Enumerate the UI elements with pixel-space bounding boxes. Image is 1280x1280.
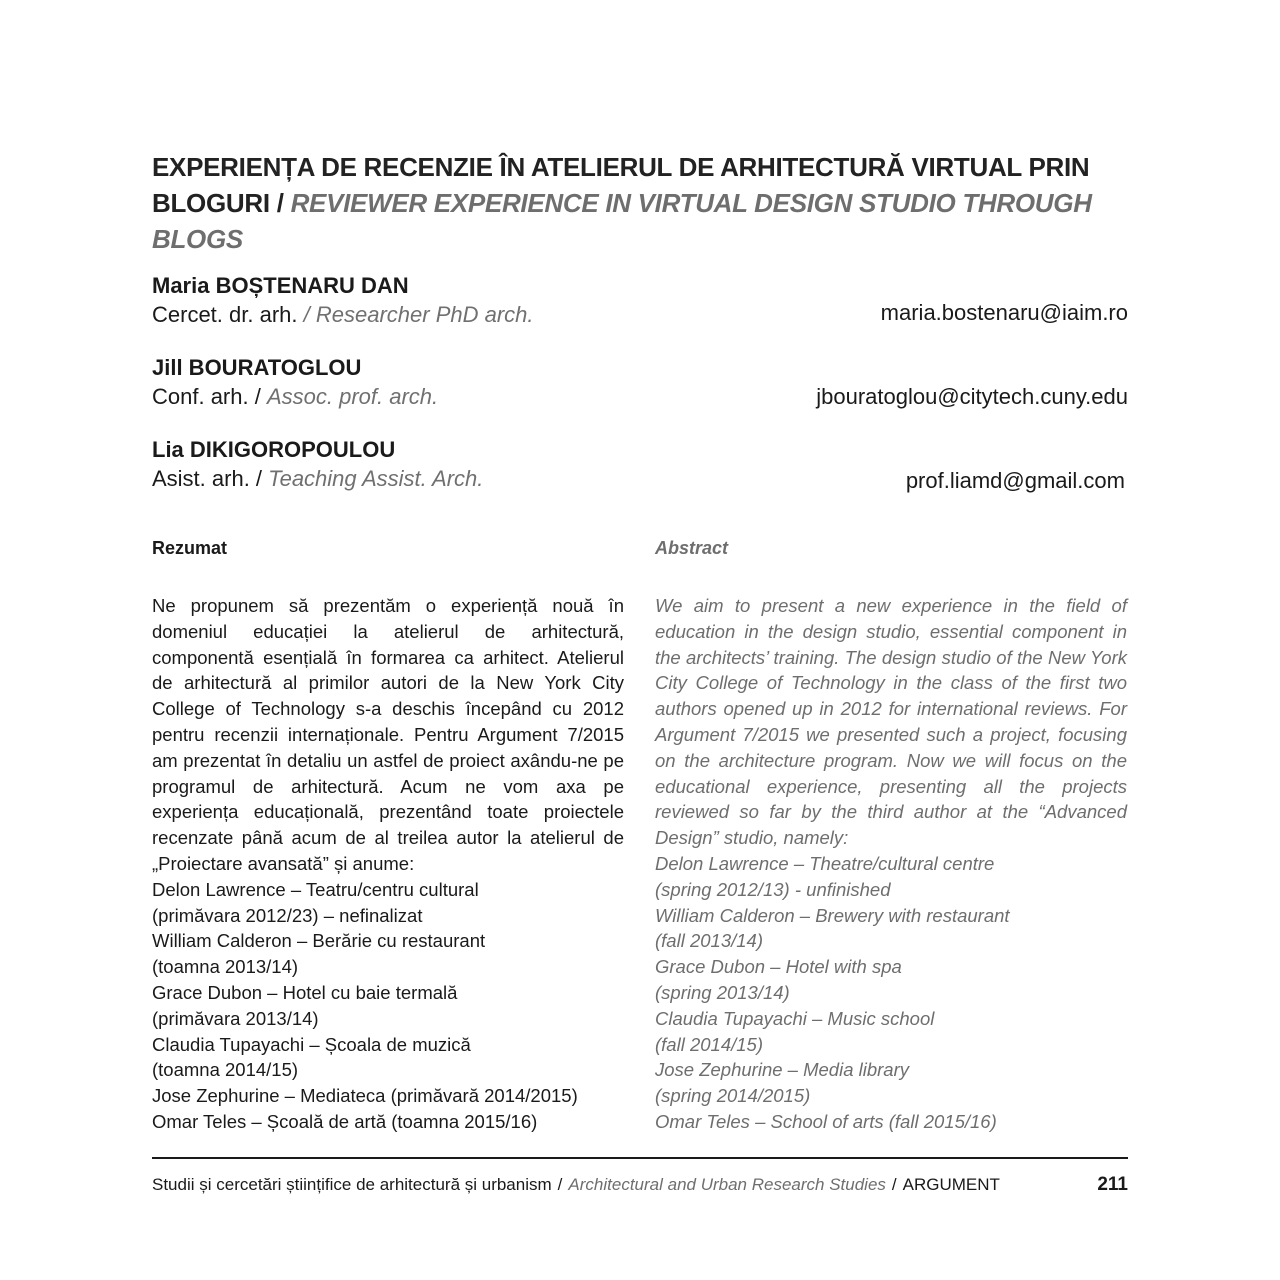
author-role [152, 382, 438, 412]
abstract-en-column [655, 537, 1127, 1135]
author-email[interactable]: maria.bostenaru@iaim.ro [880, 300, 1128, 325]
author-2 [152, 354, 438, 412]
abstract-ro-body: Ne propunem să prezentăm o experiență nouă în domeniul educației la atelierul de arhitectură, componentă esențială în formarea ca arhitect. Atelierul de arhitectură al primilor autori de la New York City College of Technology s-a deschis începând cu 2012 pentru recenzii internaționale. Pentru Argument 7/2015 am prezentat în detaliu un astfel de proiect axându-ne pe programul de arhitectură. Acum ne vom axa pe experiența educațională, prezentând toate proiectele recenzate până acum de al treilea autor la atelierul de „Proiectare avansată” și anume: [152, 595, 624, 874]
author-role-ro: Cercet. dr. arh. [152, 302, 298, 327]
abstract-en-project-list [655, 851, 1127, 1135]
footer-journal-ro: Studii și cercetări științifice de arhitectură și urbanism [152, 1175, 552, 1194]
author-1 [152, 272, 534, 330]
title-separator: / [269, 188, 291, 218]
project-item: Omar Teles – Școală de artă (toamna 2015/16) [152, 1110, 538, 1132]
project-item: (spring 2013/14) [655, 981, 790, 1003]
project-item: (spring 2014/2015) [655, 1085, 811, 1107]
project-item: (fall 2013/14) [655, 930, 763, 952]
author-role-en: Teaching Assist. Arch. [268, 466, 484, 491]
author-role-en: / Researcher PhD arch. [303, 302, 534, 327]
author-name: Maria BOȘTENARU DAN [152, 273, 409, 298]
footer-separator: / [557, 1175, 563, 1194]
author-3 [152, 436, 483, 494]
author-email[interactable]: jbouratoglou@citytech.cuny.edu [816, 384, 1128, 409]
author-name: Jill BOURATOGLOU [152, 355, 362, 380]
author-role [152, 300, 534, 330]
project-item: (toamna 2013/14) [152, 956, 299, 978]
author-name: Lia DIKIGOROPOULOU [152, 437, 396, 462]
project-item: Grace Dubon – Hotel cu baie termală [152, 981, 458, 1003]
footer-journal-en: Architectural and Urban Research Studies [568, 1175, 886, 1194]
project-item: Claudia Tupayachi – Music school [655, 1007, 935, 1029]
project-item: Jose Zephurine – Mediateca (primăvară 2014/2015) [152, 1085, 578, 1107]
article-title [152, 149, 1112, 257]
abstract-ro-heading: Rezumat [152, 538, 228, 558]
project-item: Delon Lawrence – Theatre/cultural centre [655, 852, 995, 874]
author-email[interactable]: prof.liamd@gmail.com [905, 468, 1125, 493]
project-item: Jose Zephurine – Media library [655, 1059, 909, 1081]
page-footer [152, 1173, 1128, 1197]
footer-journal-name: ARGUMENT [902, 1175, 1000, 1194]
abstract-en-heading: Abstract [655, 538, 729, 558]
page-number: 211 [1097, 1174, 1128, 1195]
title-ro: EXPERIENȚA DE RECENZIE ÎN ATELIERUL DE ARHITECTURĂ VIRTUAL PRIN BLOGURI [152, 152, 1090, 218]
author-role-ro: Asist. arh. / [152, 466, 263, 491]
project-item: Omar Teles – School of arts (fall 2015/16) [655, 1110, 997, 1132]
author-role [152, 464, 483, 494]
footer-divider [152, 1157, 1128, 1159]
project-item: (toamna 2014/15) [152, 1059, 299, 1081]
title-en: REVIEWER EXPERIENCE IN VIRTUAL DESIGN STUDIO THROUGH BLOGS [152, 188, 1092, 254]
project-item: Claudia Tupayachi – Școala de muzică [152, 1033, 471, 1055]
project-item: (fall 2014/15) [655, 1033, 763, 1055]
abstract-ro-project-list [152, 877, 624, 1135]
abstract-en-body: We aim to present a new experience in the field of education in the design studio, essential component in the architects’ training. The design studio of the New York City College of Technology in the class of the first two authors opened up in 2012 for international reviews. For Argument 7/2015 we presented such a project, focusing on the architecture program. Now we will focus on the educational experience, presenting all the projects reviewed so far by the third author at the “Advanced Design” studio, namely: [655, 595, 1127, 849]
project-item: (primăvara 2013/14) [152, 1007, 319, 1029]
abstract-ro-column [152, 537, 624, 1135]
project-item: Delon Lawrence – Teatru/centru cultural [152, 878, 479, 900]
author-role-en: Assoc. prof. arch. [266, 384, 439, 409]
project-item: (spring 2012/13) - unfinished [655, 878, 891, 900]
project-item: (primăvara 2012/23) – nefinalizat [152, 904, 423, 926]
footer-separator: / [891, 1175, 897, 1194]
project-item: Grace Dubon – Hotel with spa [655, 956, 902, 978]
project-item: William Calderon – Brewery with restaurant [655, 904, 1010, 926]
author-role-ro: Conf. arh. / [152, 384, 261, 409]
project-item: William Calderon – Berărie cu restaurant [152, 930, 486, 952]
